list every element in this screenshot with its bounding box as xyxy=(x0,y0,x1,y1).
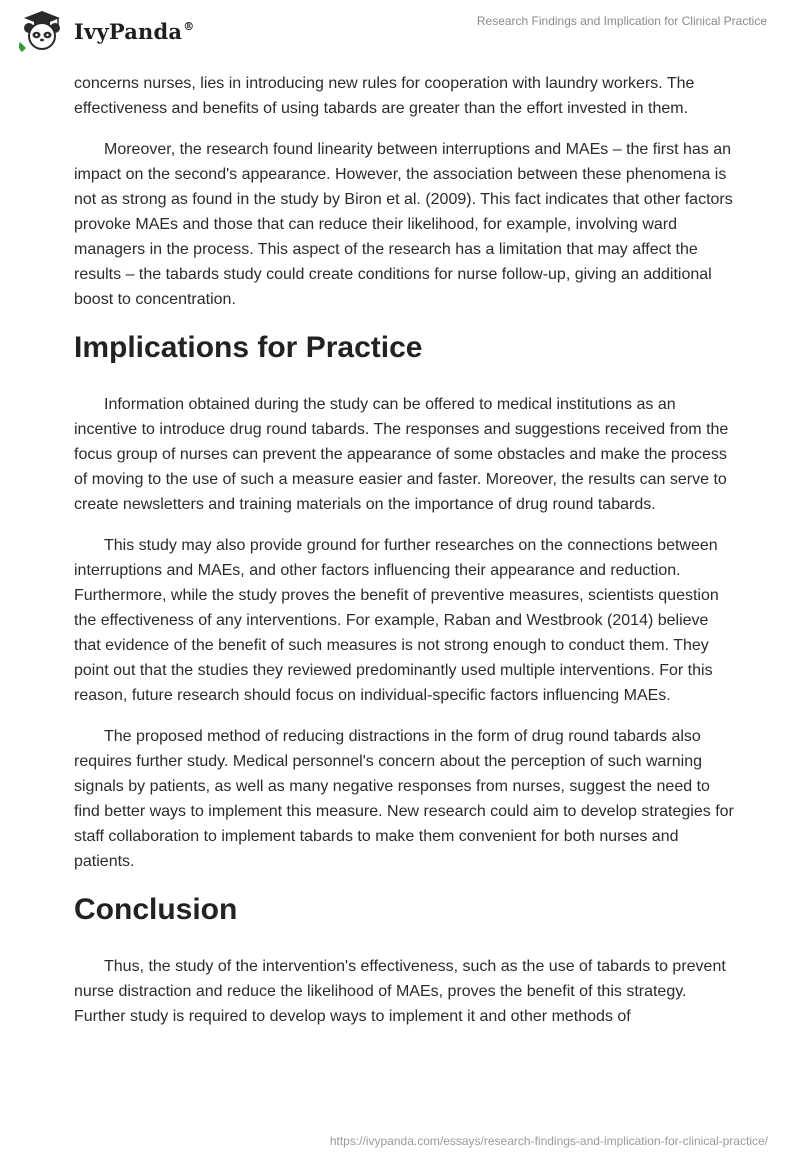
paragraph: This study may also provide ground for further researches on the connections between interruptions and MAEs, and other factors influencing their appearance and reduction. Furthermore, while the study proves the benefit of preventive measures, scientists question the effectiveness of any interventions. For example, Raban and Westbrook (2014) believe that evidence of the benefit of such measures is not strong enough to conduct them. They point out that the studies they reviewed predominantly used multiple interventions. For this reason, future research should focus on individual-specific factors influencing MAEs. xyxy=(74,537,719,704)
document-title: Research Findings and Implication for Clinical Practice xyxy=(476,14,767,28)
brand-name: IvyPanda® xyxy=(74,18,195,44)
section-heading-implications: Implications for Practice xyxy=(74,331,423,364)
panda-logo-icon xyxy=(14,8,70,54)
paragraph: The proposed method of reducing distractions in the form of drug round tabards also requires further study. Medical personnel's concern about the perception of such warning signals by patients, as well as many negative responses from nurses, suggest the need to find better ways to implement this measure. New research could aim to develop strategies for staff collaboration to implement tabards to make them convenient for both nurses and patients. xyxy=(74,728,734,870)
brand-logo[interactable] xyxy=(14,8,194,54)
paragraph: Information obtained during the study can be offered to medical institutions as an incentive to introduce drug round tabards. The responses and suggestions received from the focus group of nurses can prevent the appearance of some obstacles and make the process of moving to the use of such a measure easier and faster. Moreover, the results can serve to create newsletters and training materials on the importance of drug round tabards. xyxy=(74,396,729,513)
paragraph: Thus, the study of the intervention's effectiveness, such as the use of tabards to prevent nurse distraction and reduce the likelihood of MAEs, proves the benefit of this strategy. Further study is required to develop ways to implement it and other methods of xyxy=(74,958,726,1025)
section-heading-conclusion: Conclusion xyxy=(74,893,238,926)
page-header xyxy=(0,0,800,60)
essay-body xyxy=(74,71,734,1045)
paragraph: Moreover, the research found linearity between interruptions and MAEs – the first has an impact on the second's appearance. However, the association between these phenomena is not as strong as found in the study by Biron et al. (2009). This fact indicates that other factors provoke MAEs and those that can reduce their likelihood, for example, involving ward managers in the process. This aspect of the research has a limitation that may affect the results – the tabards study could create conditions for nurse follow-up, giving an additional boost to concentration. xyxy=(74,141,733,308)
source-url-link[interactable]: https://ivypanda.com/essays/research-findings-and-implication-for-clinical-practice/ xyxy=(329,1134,768,1148)
paragraph: concerns nurses, lies in introducing new rules for cooperation with laundry workers. The effectiveness and benefits of using tabards are greater than the effort invested in them. xyxy=(74,75,695,117)
